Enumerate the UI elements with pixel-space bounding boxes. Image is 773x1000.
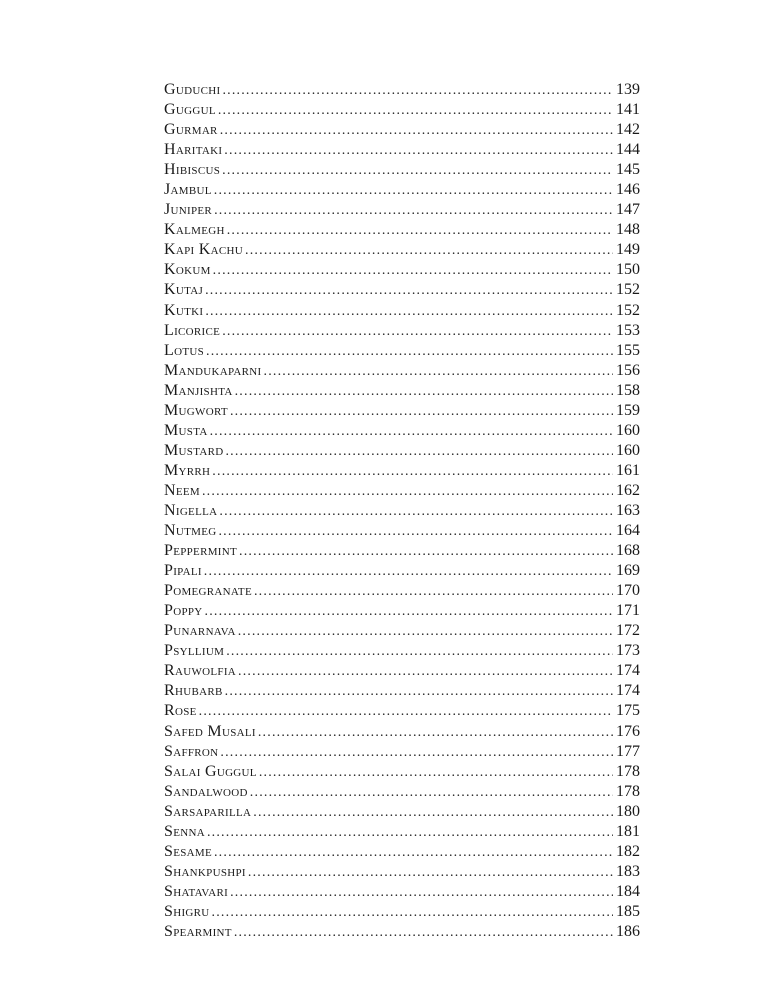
- toc-entry: [164, 361, 640, 381]
- toc-entry-dot-leader: [204, 562, 613, 582]
- toc-entry-page-number: 146: [616, 181, 640, 199]
- toc-entry-title: Nutmeg: [164, 522, 217, 540]
- toc-entry-dot-leader: [222, 161, 613, 181]
- toc-entry: [164, 521, 640, 541]
- toc-entry: [164, 882, 640, 902]
- toc-entry-page-number: 160: [616, 421, 640, 439]
- toc-entry-page-number: 173: [616, 642, 640, 660]
- toc-entry-title: Shankpushpi: [164, 862, 246, 880]
- toc-entry-title: Hibiscus: [164, 161, 221, 179]
- toc-entry-page-number: 142: [616, 121, 640, 139]
- toc-entry-page-number: 178: [616, 762, 640, 780]
- toc-entry-title: Mugwort: [164, 401, 228, 419]
- toc-entry-title: Sarsaparilla: [164, 802, 252, 820]
- toc-entry-title: Gurmar: [164, 121, 218, 139]
- toc-entry-dot-leader: [230, 402, 613, 422]
- toc-entry-page-number: 159: [616, 401, 640, 419]
- toc-entry-page-number: 175: [616, 702, 640, 720]
- toc-entry-title: Guggul: [164, 101, 216, 119]
- toc-entry: [164, 842, 640, 862]
- toc-entry-page-number: 158: [616, 381, 640, 399]
- toc-entry-title: Safed Musali: [164, 722, 256, 740]
- toc-entry-dot-leader: [238, 622, 613, 642]
- toc-entry-page-number: 185: [616, 902, 640, 920]
- toc-entry: [164, 401, 640, 421]
- toc-entry-page-number: 174: [616, 662, 640, 680]
- toc-entry: [164, 862, 640, 882]
- toc-entry-dot-leader: [264, 362, 614, 382]
- toc-entry: [164, 200, 640, 220]
- toc-entry-dot-leader: [258, 723, 613, 743]
- toc-entry-title: Manjishta: [164, 381, 233, 399]
- toc-entry-title: Shatavari: [164, 882, 229, 900]
- toc-entry-dot-leader: [225, 682, 613, 702]
- toc-entry-title: Pipali: [164, 562, 202, 580]
- toc-entry: [164, 120, 640, 140]
- toc-entry: [164, 301, 640, 321]
- toc-entry-title: Jambul: [164, 181, 212, 199]
- toc-entry-title: Peppermint: [164, 542, 238, 560]
- toc-entry: [164, 822, 640, 842]
- toc-entry: [164, 561, 640, 581]
- toc-entry-title: Haritaki: [164, 141, 223, 159]
- toc-entry-dot-leader: [234, 923, 613, 943]
- toc-entry-dot-leader: [238, 662, 613, 682]
- toc-entry-dot-leader: [254, 582, 613, 602]
- toc-entry-page-number: 139: [616, 81, 640, 98]
- toc-entry-page-number: 172: [616, 622, 640, 640]
- toc-entry-dot-leader: [225, 442, 613, 462]
- toc-entry-title: Musta: [164, 421, 208, 439]
- toc-entry-dot-leader: [207, 823, 613, 843]
- toc-entry: [164, 641, 640, 661]
- toc-entry: [164, 220, 640, 240]
- toc-entry: [164, 621, 640, 641]
- toc-entry-dot-leader: [253, 803, 613, 823]
- toc-entry: [164, 701, 640, 721]
- toc-entry-dot-leader: [205, 281, 613, 301]
- toc-entry-page-number: 168: [616, 542, 640, 560]
- toc-entry: [164, 240, 640, 260]
- toc-entry-title: Rose: [164, 702, 197, 720]
- toc-entry-title: Senna: [164, 822, 205, 840]
- toc-entry-dot-leader: [259, 763, 613, 783]
- toc-entry-dot-leader: [222, 322, 613, 342]
- toc-entry-page-number: 180: [616, 802, 640, 820]
- toc-entry-page-number: 163: [616, 501, 640, 519]
- toc-entry-title: Mandukaparni: [164, 361, 262, 379]
- toc-entry-title: Kalmegh: [164, 221, 225, 239]
- toc-entry-dot-leader: [248, 863, 613, 883]
- toc-entry-dot-leader: [220, 121, 613, 141]
- toc-entry-dot-leader: [239, 542, 613, 562]
- toc-entry: [164, 601, 640, 621]
- toc-entry-page-number: 141: [616, 101, 640, 119]
- toc-entry: [164, 100, 640, 120]
- toc-entry-page-number: 186: [616, 922, 640, 940]
- toc-entry-page-number: 147: [616, 201, 640, 219]
- toc-entry-page-number: 182: [616, 842, 640, 860]
- toc-entry: [164, 80, 640, 100]
- toc-entry-dot-leader: [214, 201, 613, 221]
- toc-entry-page-number: 155: [616, 341, 640, 359]
- toc-entry-title: Myrrh: [164, 461, 211, 479]
- table-of-contents: [164, 80, 640, 942]
- toc-entry-title: Licorice: [164, 321, 221, 339]
- toc-entry-title: Poppy: [164, 602, 203, 620]
- toc-entry-dot-leader: [227, 221, 613, 241]
- toc-entry-dot-leader: [218, 101, 613, 121]
- toc-entry: [164, 501, 640, 521]
- toc-entry-page-number: 156: [616, 361, 640, 379]
- toc-entry: [164, 421, 640, 441]
- toc-entry-dot-leader: [219, 502, 613, 522]
- toc-entry: [164, 722, 640, 742]
- toc-entry-dot-leader: [213, 261, 613, 281]
- toc-entry-dot-leader: [235, 382, 613, 402]
- toc-entry-title: Shigru: [164, 902, 210, 920]
- toc-entry-page-number: 184: [616, 882, 640, 900]
- toc-entry: [164, 541, 640, 561]
- toc-entry-title: Juniper: [164, 201, 213, 219]
- toc-entry-title: Neem: [164, 481, 200, 499]
- toc-entry: [164, 922, 640, 942]
- toc-entry-dot-leader: [220, 743, 613, 763]
- toc-entry: [164, 160, 640, 180]
- toc-entry: [164, 140, 640, 160]
- toc-entry-dot-leader: [218, 522, 613, 542]
- toc-entry-title: Mustard: [164, 441, 224, 459]
- toc-entry-dot-leader: [226, 642, 613, 662]
- toc-entry-title: Rhubarb: [164, 682, 223, 700]
- toc-entry-title: Kokum: [164, 261, 211, 279]
- toc-entry-title: Spearmint: [164, 922, 232, 940]
- toc-entry: [164, 802, 640, 822]
- toc-entry-title: Nigella: [164, 501, 218, 519]
- toc-entry-dot-leader: [214, 843, 613, 863]
- toc-entry: [164, 341, 640, 361]
- toc-entry-page-number: 183: [616, 862, 640, 880]
- toc-entry-dot-leader: [222, 81, 613, 101]
- toc-entry-dot-leader: [250, 783, 613, 803]
- toc-entry-page-number: 160: [616, 441, 640, 459]
- toc-entry-dot-leader: [230, 883, 613, 903]
- toc-entry: [164, 180, 640, 200]
- toc-entry-dot-leader: [224, 141, 613, 161]
- toc-entry-page-number: 162: [616, 481, 640, 499]
- toc-entry-page-number: 161: [616, 461, 640, 479]
- toc-entry-dot-leader: [202, 482, 613, 502]
- toc-entry-page-number: 176: [616, 722, 640, 740]
- toc-entry-title: Kutki: [164, 301, 204, 319]
- toc-entry: [164, 681, 640, 701]
- toc-entry-title: Psyllium: [164, 642, 225, 660]
- toc-entry-title: Sandalwood: [164, 782, 248, 800]
- toc-entry: [164, 742, 640, 762]
- toc-entry: [164, 280, 640, 300]
- toc-entry: [164, 441, 640, 461]
- toc-entry-title: Rauwolfia: [164, 662, 237, 680]
- toc-entry-dot-leader: [245, 241, 613, 261]
- toc-entry-dot-leader: [205, 302, 613, 322]
- toc-entry-page-number: 170: [616, 582, 640, 600]
- toc-entry: [164, 461, 640, 481]
- toc-entry-page-number: 171: [616, 602, 640, 620]
- toc-entry-dot-leader: [210, 422, 613, 442]
- toc-entry-dot-leader: [212, 903, 613, 923]
- toc-entry: [164, 260, 640, 280]
- toc-entry-page-number: 152: [616, 281, 640, 299]
- toc-entry-page-number: 169: [616, 562, 640, 580]
- toc-entry-page-number: 149: [616, 241, 640, 259]
- toc-entry-dot-leader: [199, 702, 613, 722]
- toc-entry: [164, 782, 640, 802]
- toc-entry-title: Lotus: [164, 341, 204, 359]
- toc-entry-page-number: 144: [616, 141, 640, 159]
- toc-entry-page-number: 148: [616, 221, 640, 239]
- toc-entry-page-number: 153: [616, 321, 640, 339]
- toc-entry: [164, 321, 640, 341]
- toc-entry-page-number: 152: [616, 301, 640, 319]
- toc-entry-page-number: 164: [616, 522, 640, 540]
- toc-entry-title: Sesame: [164, 842, 212, 860]
- toc-entry-page-number: 181: [616, 822, 640, 840]
- toc-entry: [164, 481, 640, 501]
- toc-entry-title: Guduchi: [164, 81, 221, 98]
- toc-entry-title: Salai Guggul: [164, 762, 257, 780]
- toc-entry-dot-leader: [214, 181, 613, 201]
- toc-entry-title: Kapi Kachu: [164, 241, 244, 259]
- toc-entry-page-number: 174: [616, 682, 640, 700]
- toc-entry: [164, 381, 640, 401]
- toc-entry-title: Punarnava: [164, 622, 236, 640]
- toc-entry: [164, 661, 640, 681]
- toc-entry-page-number: 178: [616, 782, 640, 800]
- toc-entry-title: Saffron: [164, 742, 219, 760]
- toc-entry: [164, 581, 640, 601]
- toc-entry-title: Kutaj: [164, 281, 204, 299]
- toc-entry-dot-leader: [205, 602, 613, 622]
- toc-entry-dot-leader: [206, 342, 613, 362]
- toc-entry: [164, 902, 640, 922]
- toc-entry-page-number: 177: [616, 742, 640, 760]
- toc-entry-dot-leader: [212, 462, 613, 482]
- toc-entry: [164, 762, 640, 782]
- toc-entry-title: Pomegranate: [164, 582, 252, 600]
- toc-entry-page-number: 145: [616, 161, 640, 179]
- toc-entry-page-number: 150: [616, 261, 640, 279]
